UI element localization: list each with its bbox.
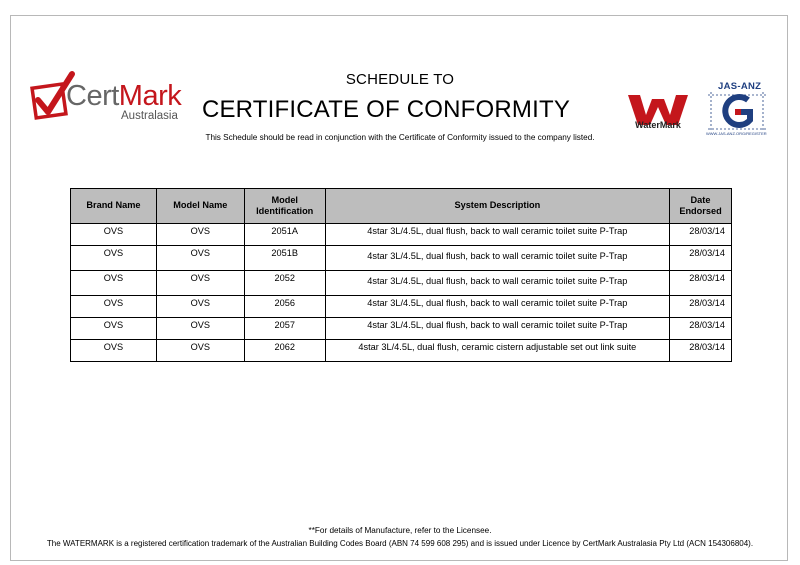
certificate-title: CERTIFICATE OF CONFORMITY [201, 96, 571, 123]
cell-desc: 4star 3L/4.5L, dual flush, back to wall ceramic toilet suite P-Trap [325, 271, 669, 296]
schedule-table [70, 188, 732, 362]
cell-brand: OVS [71, 271, 157, 296]
cell-desc: 4star 3L/4.5L, dual flush, back to wall ceramic toilet suite P-Trap [325, 246, 669, 271]
schedule-to-heading: SCHEDULE TO [345, 71, 455, 88]
cell-desc: 4star 3L/4.5L, dual flush, ceramic cistern adjustable set out link suite [325, 340, 669, 362]
cell-id: 2051B [244, 246, 325, 271]
footer-trademark-note: The WATERMARK is a registered certification trademark of the Australian Building Codes Board (ABN 74 599 608 295) and is issued under Licence by CertMark Australasia Pty Ltd (ACN 154306804). [46, 539, 754, 548]
table-header-row [71, 189, 732, 224]
schedule-subtitle: This Schedule should be read in conjunction with the Certificate of Conformity issued to the company listed. [205, 133, 595, 142]
cell-date: 28/03/14 [670, 224, 732, 246]
footer-manufacture-note: **For details of Manufacture, refer to the Licensee. [308, 526, 492, 535]
cell-desc: 4star 3L/4.5L, dual flush, back to wall ceramic toilet suite P-Trap [325, 224, 669, 246]
cell-date: 28/03/14 [670, 246, 732, 271]
cell-model: OVS [156, 296, 244, 318]
jas-anz-url: WWW.JAS-ANZ.ORG/REGISTER [706, 131, 767, 136]
cell-model: OVS [156, 318, 244, 340]
cell-brand: OVS [71, 296, 157, 318]
cell-model: OVS [156, 224, 244, 246]
jas-anz-label: JAS-ANZ [718, 81, 762, 92]
table-row [71, 246, 732, 271]
cell-desc: 4star 3L/4.5L, dual flush, back to wall ceramic toilet suite P-Trap [325, 318, 669, 340]
cell-id: 2051A [244, 224, 325, 246]
cell-desc: 4star 3L/4.5L, dual flush, back to wall ceramic toilet suite P-Trap [325, 296, 669, 318]
cell-brand: OVS [71, 246, 157, 271]
table-row [71, 340, 732, 362]
cell-id: 2057 [244, 318, 325, 340]
header-brand-name: Brand Name [71, 189, 157, 224]
cell-id: 2062 [244, 340, 325, 362]
cell-model: OVS [156, 340, 244, 362]
cell-id: 2056 [244, 296, 325, 318]
cell-date: 28/03/14 [670, 296, 732, 318]
cell-date: 28/03/14 [670, 271, 732, 296]
cell-date: 28/03/14 [670, 318, 732, 340]
watermark-label: WaterMark [635, 120, 681, 130]
header-date-endorsed: Date Endorsed [670, 189, 732, 224]
header-system-description: System Description [325, 189, 669, 224]
table-row [71, 296, 732, 318]
cell-brand: OVS [71, 318, 157, 340]
cell-brand: OVS [71, 224, 157, 246]
table-row [71, 318, 732, 340]
jas-anz-logo-icon [708, 92, 766, 132]
cell-date: 28/03/14 [670, 340, 732, 362]
cell-id: 2052 [244, 271, 325, 296]
certmark-wordmark: CertMark [66, 80, 182, 112]
header-model-name: Model Name [156, 189, 244, 224]
certmark-subtitle: Australasia [121, 110, 178, 122]
table-row [71, 224, 732, 246]
cell-model: OVS [156, 246, 244, 271]
cell-model: OVS [156, 271, 244, 296]
header-model-identification: Model Identification [244, 189, 325, 224]
table-row [71, 271, 732, 296]
cell-brand: OVS [71, 340, 157, 362]
